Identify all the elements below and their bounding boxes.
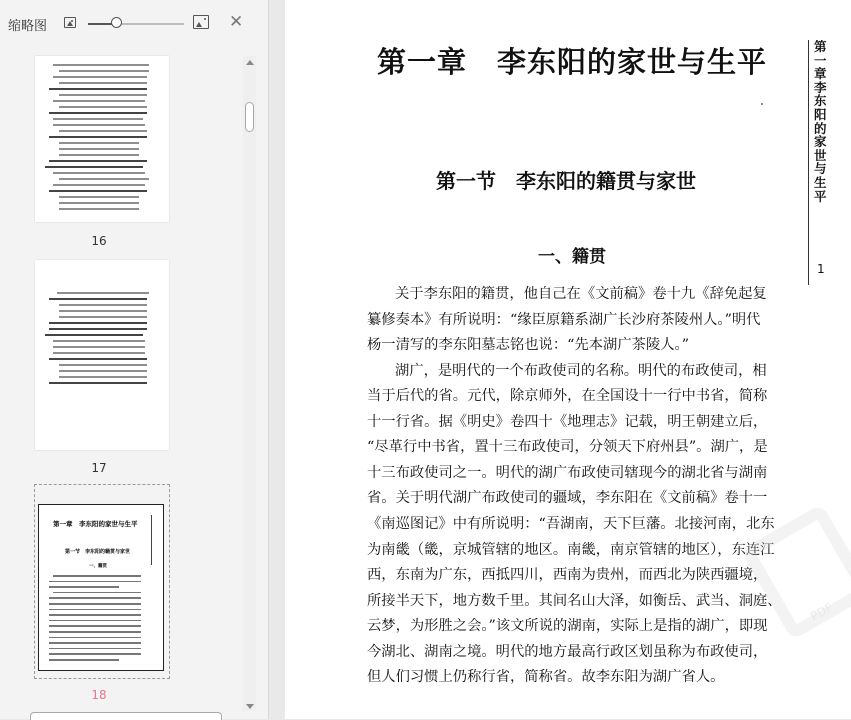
slider-knob[interactable] xyxy=(111,17,122,28)
body-line: 十一行省。据《明史》卷四十《地理志》记载，明王朝建立后， xyxy=(367,413,768,430)
watermark-text: PDF xyxy=(808,600,836,624)
thumb18-subsection-title: 一、籍贯 xyxy=(89,564,107,569)
scroll-up-icon[interactable] xyxy=(246,60,254,65)
body-line: 纂修奏本》有所说明：“缘臣原籍系湖广长沙府茶陵州人。”明代 xyxy=(367,311,761,328)
sidebar-title: 缩略图 xyxy=(8,19,48,34)
thumbnail-zoom-slider[interactable] xyxy=(88,23,184,25)
large-thumbnail-icon[interactable] xyxy=(193,15,209,29)
sidebar-vertical-scrollbar[interactable] xyxy=(243,56,256,711)
page-number: 1 xyxy=(817,262,825,276)
body-line: 为南畿（畿，京城管辖的地区。南畿，南京管辖的地区），东连江 xyxy=(367,541,775,558)
thumbnail-label-18: 18 xyxy=(91,688,107,702)
watermark xyxy=(740,510,851,640)
subsection-title: 一、籍贯 xyxy=(538,247,606,267)
body-line: 省。关于明代湖广布政使司的疆域，李东阳在《文前稿》卷十一 xyxy=(367,490,768,507)
scrollbar-thumb[interactable] xyxy=(245,102,254,132)
scroll-down-icon[interactable] xyxy=(246,704,254,709)
body-line: 《南巡图记》中有所说明：“吾湖南，天下巨藩。北接河南，北东 xyxy=(367,515,775,532)
body-line: 所接半天下，地方数千里。其间名山大泽，如衡岳、武当、洞庭、 xyxy=(367,592,782,609)
body-line: 西，东南为广东，西抵四川，西南为贵州，而西北为陕西疆境， xyxy=(367,567,768,584)
section-title: 第一节 李东阳的籍贯与家世 xyxy=(436,169,696,193)
small-thumbnail-icon[interactable] xyxy=(64,17,76,28)
thumbnail-sidebar xyxy=(0,0,269,719)
chapter-title: 第一章 李东阳的家世与生平 xyxy=(377,45,768,79)
thumbnail-page-17[interactable] xyxy=(35,260,169,450)
body-line: 当于后代的省。元代，除京师外，在全国设十一行中书省，简称 xyxy=(367,388,768,405)
body-line: 今湖北、湖南之境。明代的地方最高行政区划虽称为布政使司， xyxy=(367,643,768,660)
body-line: 杨一清写的李东阳墓志铭也说：“先本湖广茶陵人。” xyxy=(367,337,689,354)
body-line: 关于李东阳的籍贯，他自己在《文前稿》卷十九《辞免起复 xyxy=(395,286,767,302)
sidebar-header xyxy=(0,0,268,46)
watermark-logo-icon xyxy=(740,503,851,640)
body-line: 云梦，为形胜之会。”该文所说的湖南，实际上是指的湖广，即现 xyxy=(367,618,768,635)
thumbnail-label-17: 17 xyxy=(91,461,107,475)
side-header: 第一章 李东阳的家世与生平 xyxy=(814,39,827,204)
body-line: 但人们习惯上仍称行省，简称省。故李东阳为湖广省人。 xyxy=(367,669,725,686)
body-line: “尽革行中书省，置十三布政使司，分领天下府州县”。湖广，是 xyxy=(367,439,768,456)
document-page xyxy=(285,0,851,719)
body-line: 湖广，是明代的一个布政使司的名称。明代的布政使司，相 xyxy=(395,362,767,379)
close-icon[interactable]: ✕ xyxy=(229,12,244,32)
thumbnail-page-16[interactable] xyxy=(35,56,169,222)
thumb18-section-title: 第一节 李东阳的籍贯与家世 xyxy=(65,549,131,555)
side-header-rule xyxy=(808,40,809,285)
thumbnail-label-16: 16 xyxy=(91,234,107,248)
thumb18-chapter-title: 第一章 李东阳的家世与生平 xyxy=(53,520,138,528)
thumbnail-18-content xyxy=(38,504,164,671)
body-line: 十三布政使司之一。明代的湖广布政使司辖现今的湖北省与湖南 xyxy=(367,464,768,481)
thumbnail-page-18[interactable] xyxy=(34,484,170,679)
